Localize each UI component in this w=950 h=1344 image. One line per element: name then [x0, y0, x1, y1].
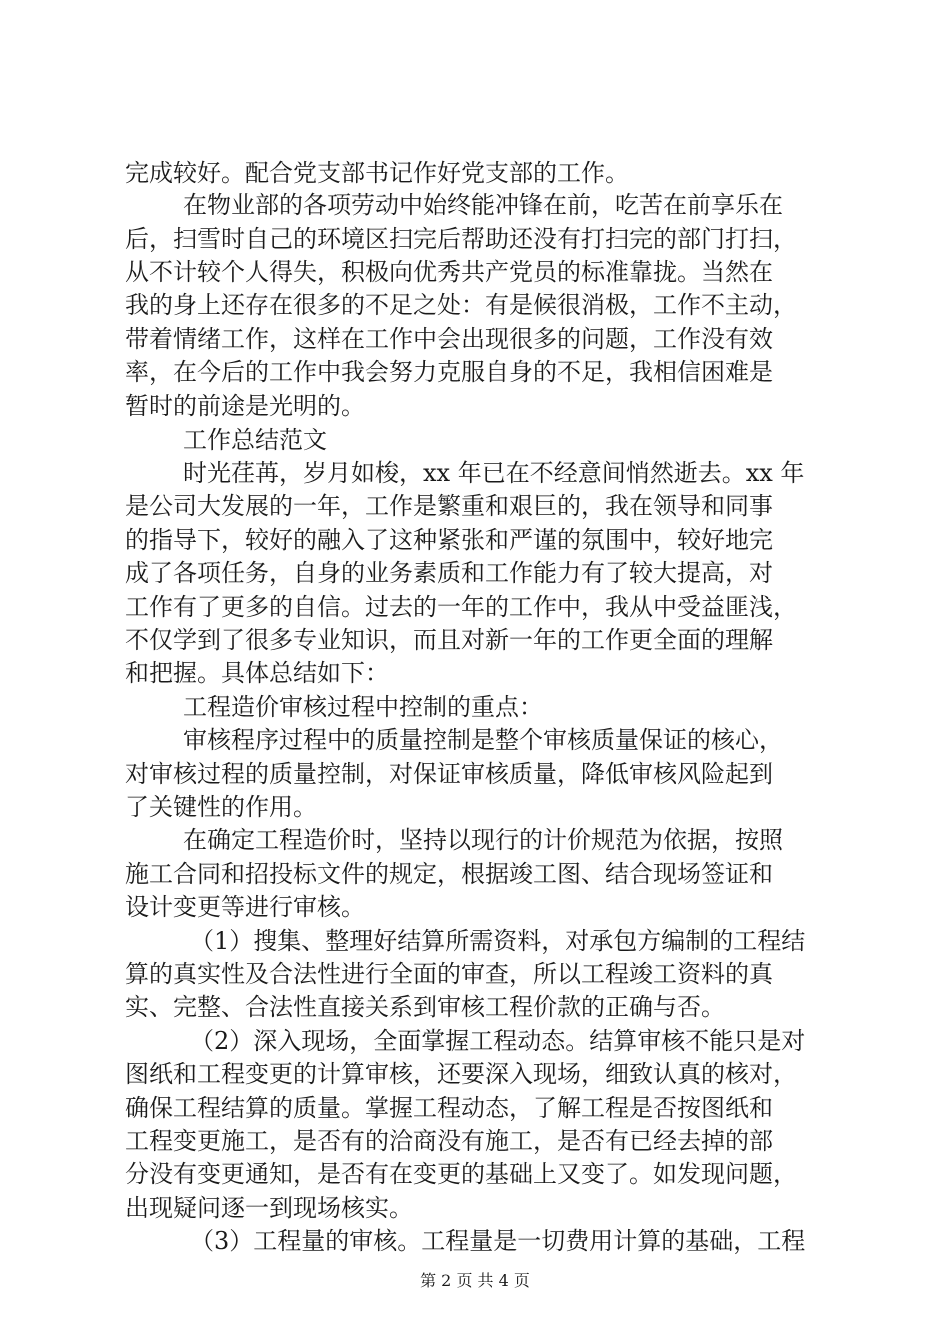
text-line: 不仅学到了很多专业知识，而且对新一年的工作更全面的理解	[125, 626, 773, 654]
text-line: 审核程序过程中的质量控制是整个审核质量保证的核心，	[183, 726, 783, 754]
text-line: 成了各项任务，自身的业务素质和工作能力有了较大提高，对	[125, 559, 773, 587]
text-line: 从不计较个人得失，积极向优秀共产党员的标准靠拢。当然在	[125, 258, 773, 286]
text-line: 确保工程结算的质量。掌握工程动态，了解工程是否按图纸和	[125, 1094, 773, 1122]
page-number: 第 2 页 共 4 页	[420, 1271, 530, 1290]
text-line: 实、完整、合法性直接关系到审核工程价款的正确与否。	[125, 993, 725, 1021]
text-line: 后，扫雪时自己的环境区扫完后帮助还没有打扫完的部门打扫，	[125, 225, 797, 253]
text-line: 的指导下，较好的融入了这种紧张和严谨的氛围中，较好地完	[125, 526, 773, 554]
text-line: 分没有变更通知，是否有在变更的基础上又变了。如发现问题，	[125, 1160, 797, 1188]
section-heading: 工作总结范文	[183, 426, 327, 454]
text-line: 了关键性的作用。	[125, 793, 317, 821]
text-line: 出现疑问逐一到现场核实。	[125, 1194, 413, 1222]
text-line: （1）搜集、整理好结算所需资料，对承包方编制的工程结	[190, 927, 806, 955]
text-line: 在物业部的各项劳动中始终能冲锋在前，吃苦在前享乐在	[183, 191, 783, 219]
text-line: （3）工程量的审核。工程量是一切费用计算的基础，工程	[190, 1227, 806, 1255]
text-line: 设计变更等进行审核。	[125, 893, 365, 921]
text-line: 工作有了更多的自信。过去的一年的工作中，我从中受益匪浅，	[125, 593, 797, 621]
text-line: 率，在今后的工作中我会努力克服自身的不足，我相信困难是	[125, 358, 773, 386]
text-line: （2）深入现场，全面掌握工程动态。结算审核不能只是对	[190, 1027, 806, 1055]
text-line: 和把握。具体总结如下：	[125, 659, 389, 687]
text-line: 施工合同和招投标文件的规定，根据竣工图、结合现场签证和	[125, 860, 773, 888]
text-line: 对审核过程的质量控制，对保证审核质量，降低审核风险起到	[125, 760, 773, 788]
text-line: 带着情绪工作，这样在工作中会出现很多的问题，工作没有效	[125, 325, 773, 353]
text-line: 图纸和工程变更的计算审核，还要深入现场，细致认真的核对，	[125, 1060, 797, 1088]
text-line: 我的身上还存在很多的不足之处：有是候很消极，工作不主动，	[125, 291, 797, 319]
text-line: 算的真实性及合法性进行全面的审查，所以工程竣工资料的真	[125, 960, 773, 988]
text-line: 工程变更施工，是否有的洽商没有施工，是否有已经去掉的部	[125, 1127, 773, 1155]
text-line: 在确定工程造价时，坚持以现行的计价规范为依据，按照	[183, 826, 783, 854]
page-footer	[0, 1269, 950, 1293]
text-line: 时光荏苒，岁月如梭，xx 年已在不经意间悄然逝去。xx 年	[183, 459, 805, 487]
text-line: 完成较好。配合党支部书记作好党支部的工作。	[125, 159, 629, 187]
text-line: 是公司大发展的一年，工作是繁重和艰巨的，我在领导和同事	[125, 492, 773, 520]
text-line: 工程造价审核过程中控制的重点：	[183, 693, 543, 721]
text-line: 暂时的前途是光明的。	[125, 392, 365, 420]
